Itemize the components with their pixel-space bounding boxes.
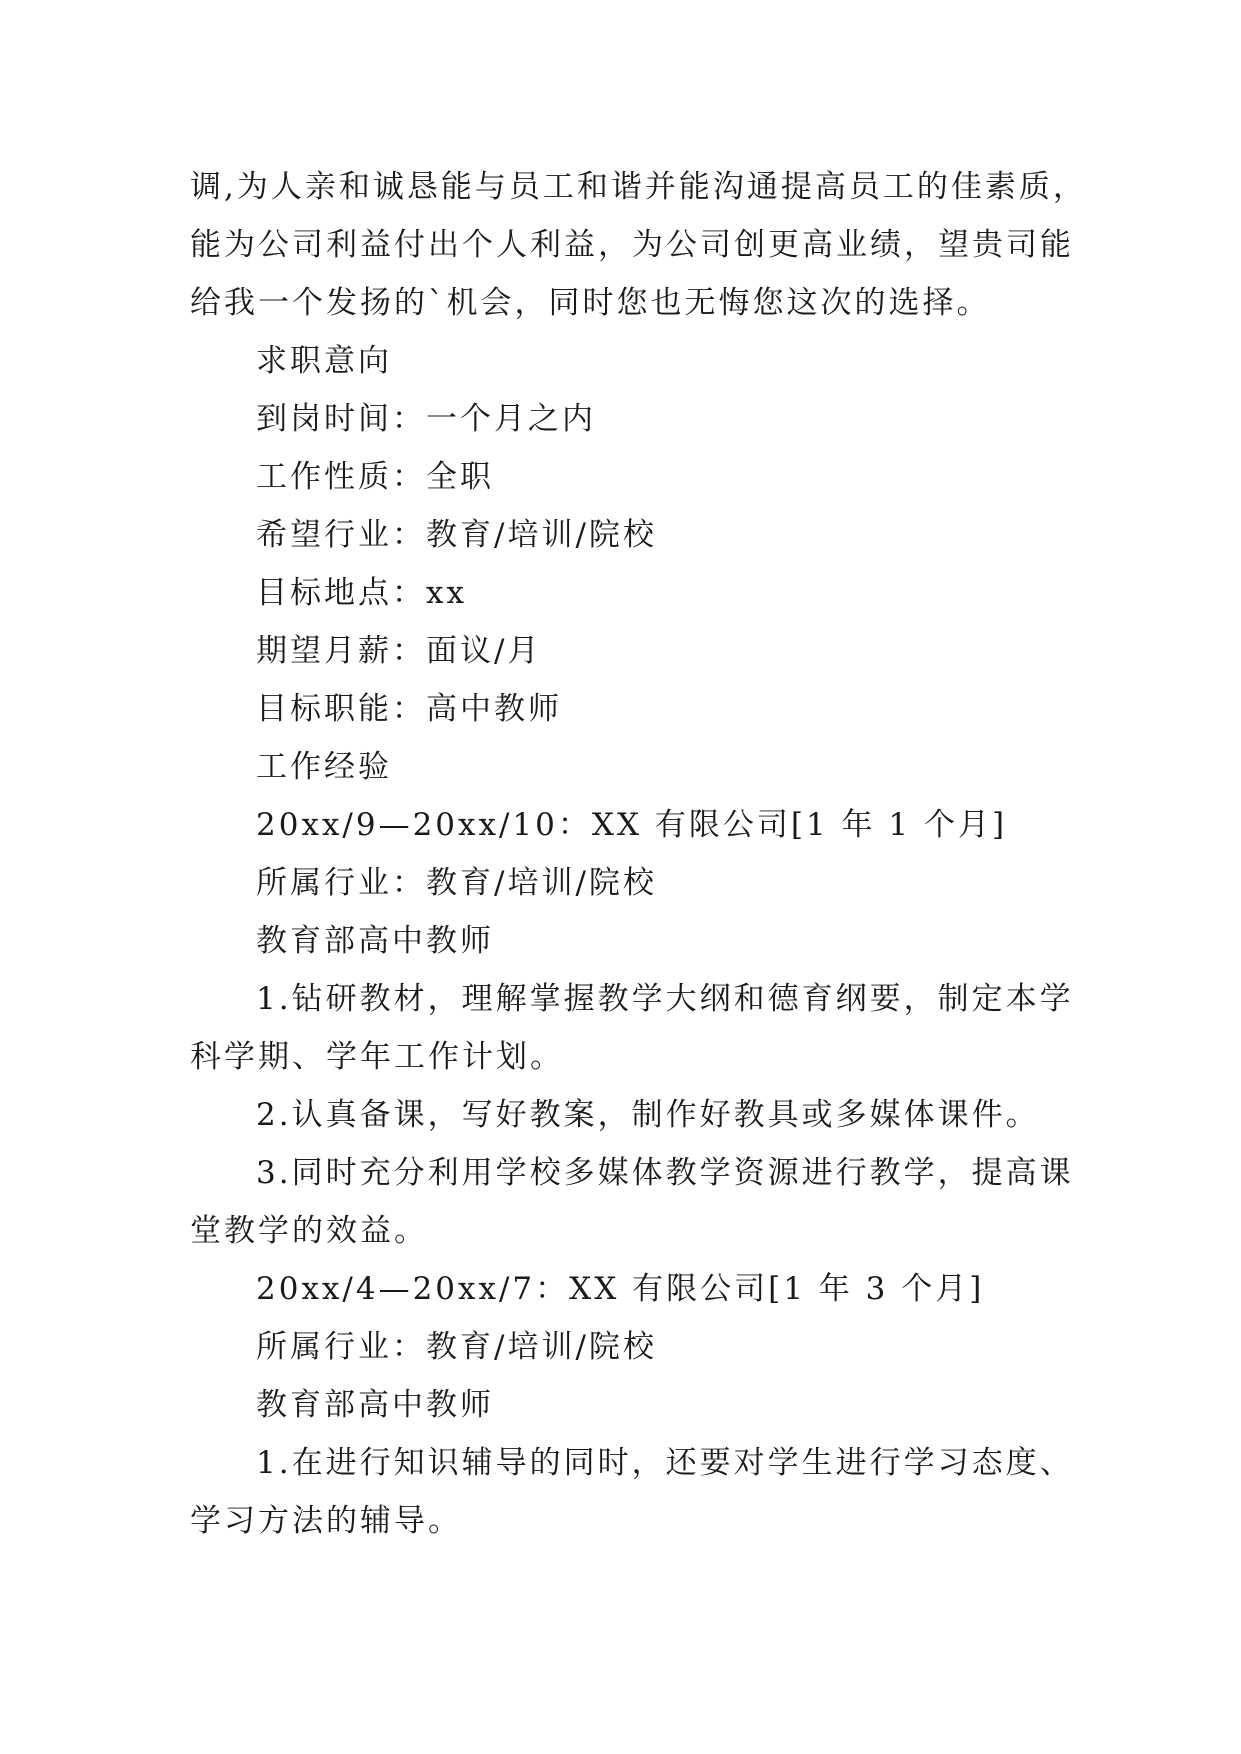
intro-line: 给我一个发扬的`机会，同时您也无悔您这次的选择。 [190, 285, 991, 321]
duty-line-continued: 堂教学的效益。 [190, 1213, 428, 1249]
duty-line-continued: 科学期、学年工作计划。 [190, 1039, 564, 1075]
job-industry: 所属行业：教育/培训/院校 [256, 865, 657, 901]
intro-line: 调,为人亲和诚恳能与员工和谐并能沟通提高员工的佳素质， [190, 169, 1087, 205]
job-industry: 所属行业：教育/培训/院校 [256, 1329, 657, 1365]
target-location: 目标地点：xx [256, 575, 467, 611]
work-experience-heading: 工作经验 [256, 749, 392, 785]
target-function: 目标职能：高中教师 [256, 691, 562, 727]
desired-industry: 希望行业：教育/培训/院校 [256, 517, 657, 553]
arrival-time: 到岗时间：一个月之内 [256, 401, 596, 437]
job-period: 20xx/4—20xx/7：XX 有限公司[1 年 3 个月] [256, 1271, 985, 1307]
duty-line: 2.认真备课，写好教案，制作好教具或多媒体课件。 [256, 1097, 1040, 1133]
document-body [190, 158, 1090, 1550]
job-type: 工作性质：全职 [256, 459, 494, 495]
duty-line: 3.同时充分利用学校多媒体教学资源进行教学，提高课 [256, 1155, 1074, 1191]
duty-line: 1.钻研教材，理解掌握教学大纲和德育纲要，制定本学 [256, 981, 1074, 1017]
expected-salary: 期望月薪：面议/月 [256, 633, 542, 669]
job-position: 教育部高中教师 [256, 923, 494, 959]
job-position: 教育部高中教师 [256, 1387, 494, 1423]
intro-line: 能为公司利益付出个人利益，为公司创更高业绩，望贵司能 [190, 227, 1074, 263]
job-intention-heading: 求职意向 [256, 343, 392, 379]
duty-line: 1.在进行知识辅导的同时，还要对学生进行学习态度、 [256, 1445, 1074, 1481]
duty-line-continued: 学习方法的辅导。 [190, 1503, 462, 1539]
job-period: 20xx/9—20xx/10：XX 有限公司[1 年 1 个月] [256, 807, 1008, 843]
